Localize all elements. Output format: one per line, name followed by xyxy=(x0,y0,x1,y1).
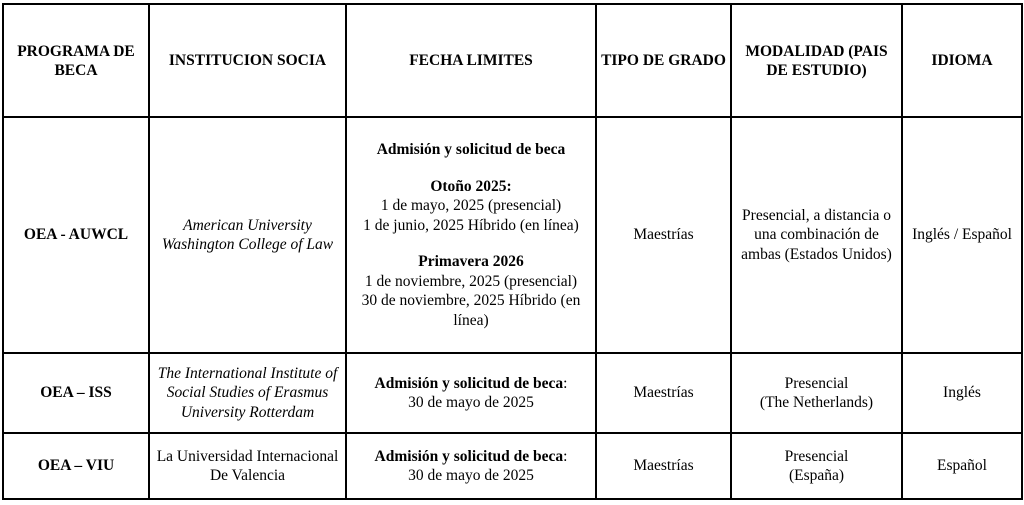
cell-modalidad: Presencial, a distancia o una combinación de ambas (Estados Unidos) xyxy=(731,117,902,353)
cell-tipo: Maestrías xyxy=(596,117,731,353)
fecha-separator: : xyxy=(563,447,568,465)
cell-institucion: The International Institute of Social Studies of Erasmus University Rotterdam xyxy=(149,353,346,433)
header-institucion: INSTITUCION SOCIA xyxy=(149,4,346,117)
header-idioma: IDIOMA xyxy=(902,4,1022,117)
scholarship-table-container xyxy=(2,3,1021,504)
cell-programa: OEA – ISS xyxy=(3,353,149,433)
header-modalidad: MODALIDAD (PAIS DE ESTUDIO) xyxy=(731,4,902,117)
table-row xyxy=(3,117,1022,353)
cell-modalidad xyxy=(731,433,902,499)
primavera-date-1: 1 de noviembre, 2025 (presencial) xyxy=(364,272,578,290)
header-tipo: TIPO DE GRADO xyxy=(596,4,731,117)
modalidad-country: (The Netherlands) xyxy=(759,394,874,411)
cell-institucion: American University Washington College of Law xyxy=(149,117,346,353)
header-fecha: FECHA LIMITES xyxy=(346,4,596,117)
cell-tipo: Maestrías xyxy=(596,353,731,433)
fecha-date: 30 de mayo de 2025 xyxy=(408,394,534,411)
primavera-date-2: 30 de noviembre, 2025 Híbrido (en línea) xyxy=(361,292,581,329)
cell-idioma: Inglés xyxy=(902,353,1022,433)
fecha-title: Admisión y solicitud de beca xyxy=(374,447,564,465)
modalidad-mode: Presencial xyxy=(784,447,849,465)
modalidad-country: (España) xyxy=(788,467,845,484)
cell-fecha xyxy=(346,353,596,433)
primavera-title: Primavera 2026 xyxy=(418,253,524,270)
cell-institucion: La Universidad Internacional De Valencia xyxy=(149,433,346,499)
header-programa: PROGRAMA DE BECA xyxy=(3,4,149,117)
otono-title: Otoño 2025: xyxy=(430,177,512,195)
otono-date-2: 1 de junio, 2025 Híbrido (en línea) xyxy=(363,216,579,234)
fecha-separator: : xyxy=(563,374,568,392)
cell-programa: OEA – VIU xyxy=(3,433,149,499)
modalidad-mode: Presencial xyxy=(784,374,849,392)
cell-modalidad xyxy=(731,353,902,433)
header-row xyxy=(3,4,1022,117)
cell-idioma: Español xyxy=(902,433,1022,499)
scholarship-table xyxy=(2,3,1023,500)
cell-fecha xyxy=(346,117,596,353)
fecha-date: 30 de mayo de 2025 xyxy=(408,467,534,484)
cell-idioma: Inglés / Español xyxy=(902,117,1022,353)
cell-fecha xyxy=(346,433,596,499)
otono-date-1: 1 de mayo, 2025 (presencial) xyxy=(380,197,562,214)
cell-tipo: Maestrías xyxy=(596,433,731,499)
fecha-title: Admisión y solicitud de beca xyxy=(376,141,566,158)
table-row xyxy=(3,433,1022,499)
fecha-title: Admisión y solicitud de beca xyxy=(374,374,564,392)
cell-programa: OEA - AUWCL xyxy=(3,117,149,353)
table-row xyxy=(3,353,1022,433)
